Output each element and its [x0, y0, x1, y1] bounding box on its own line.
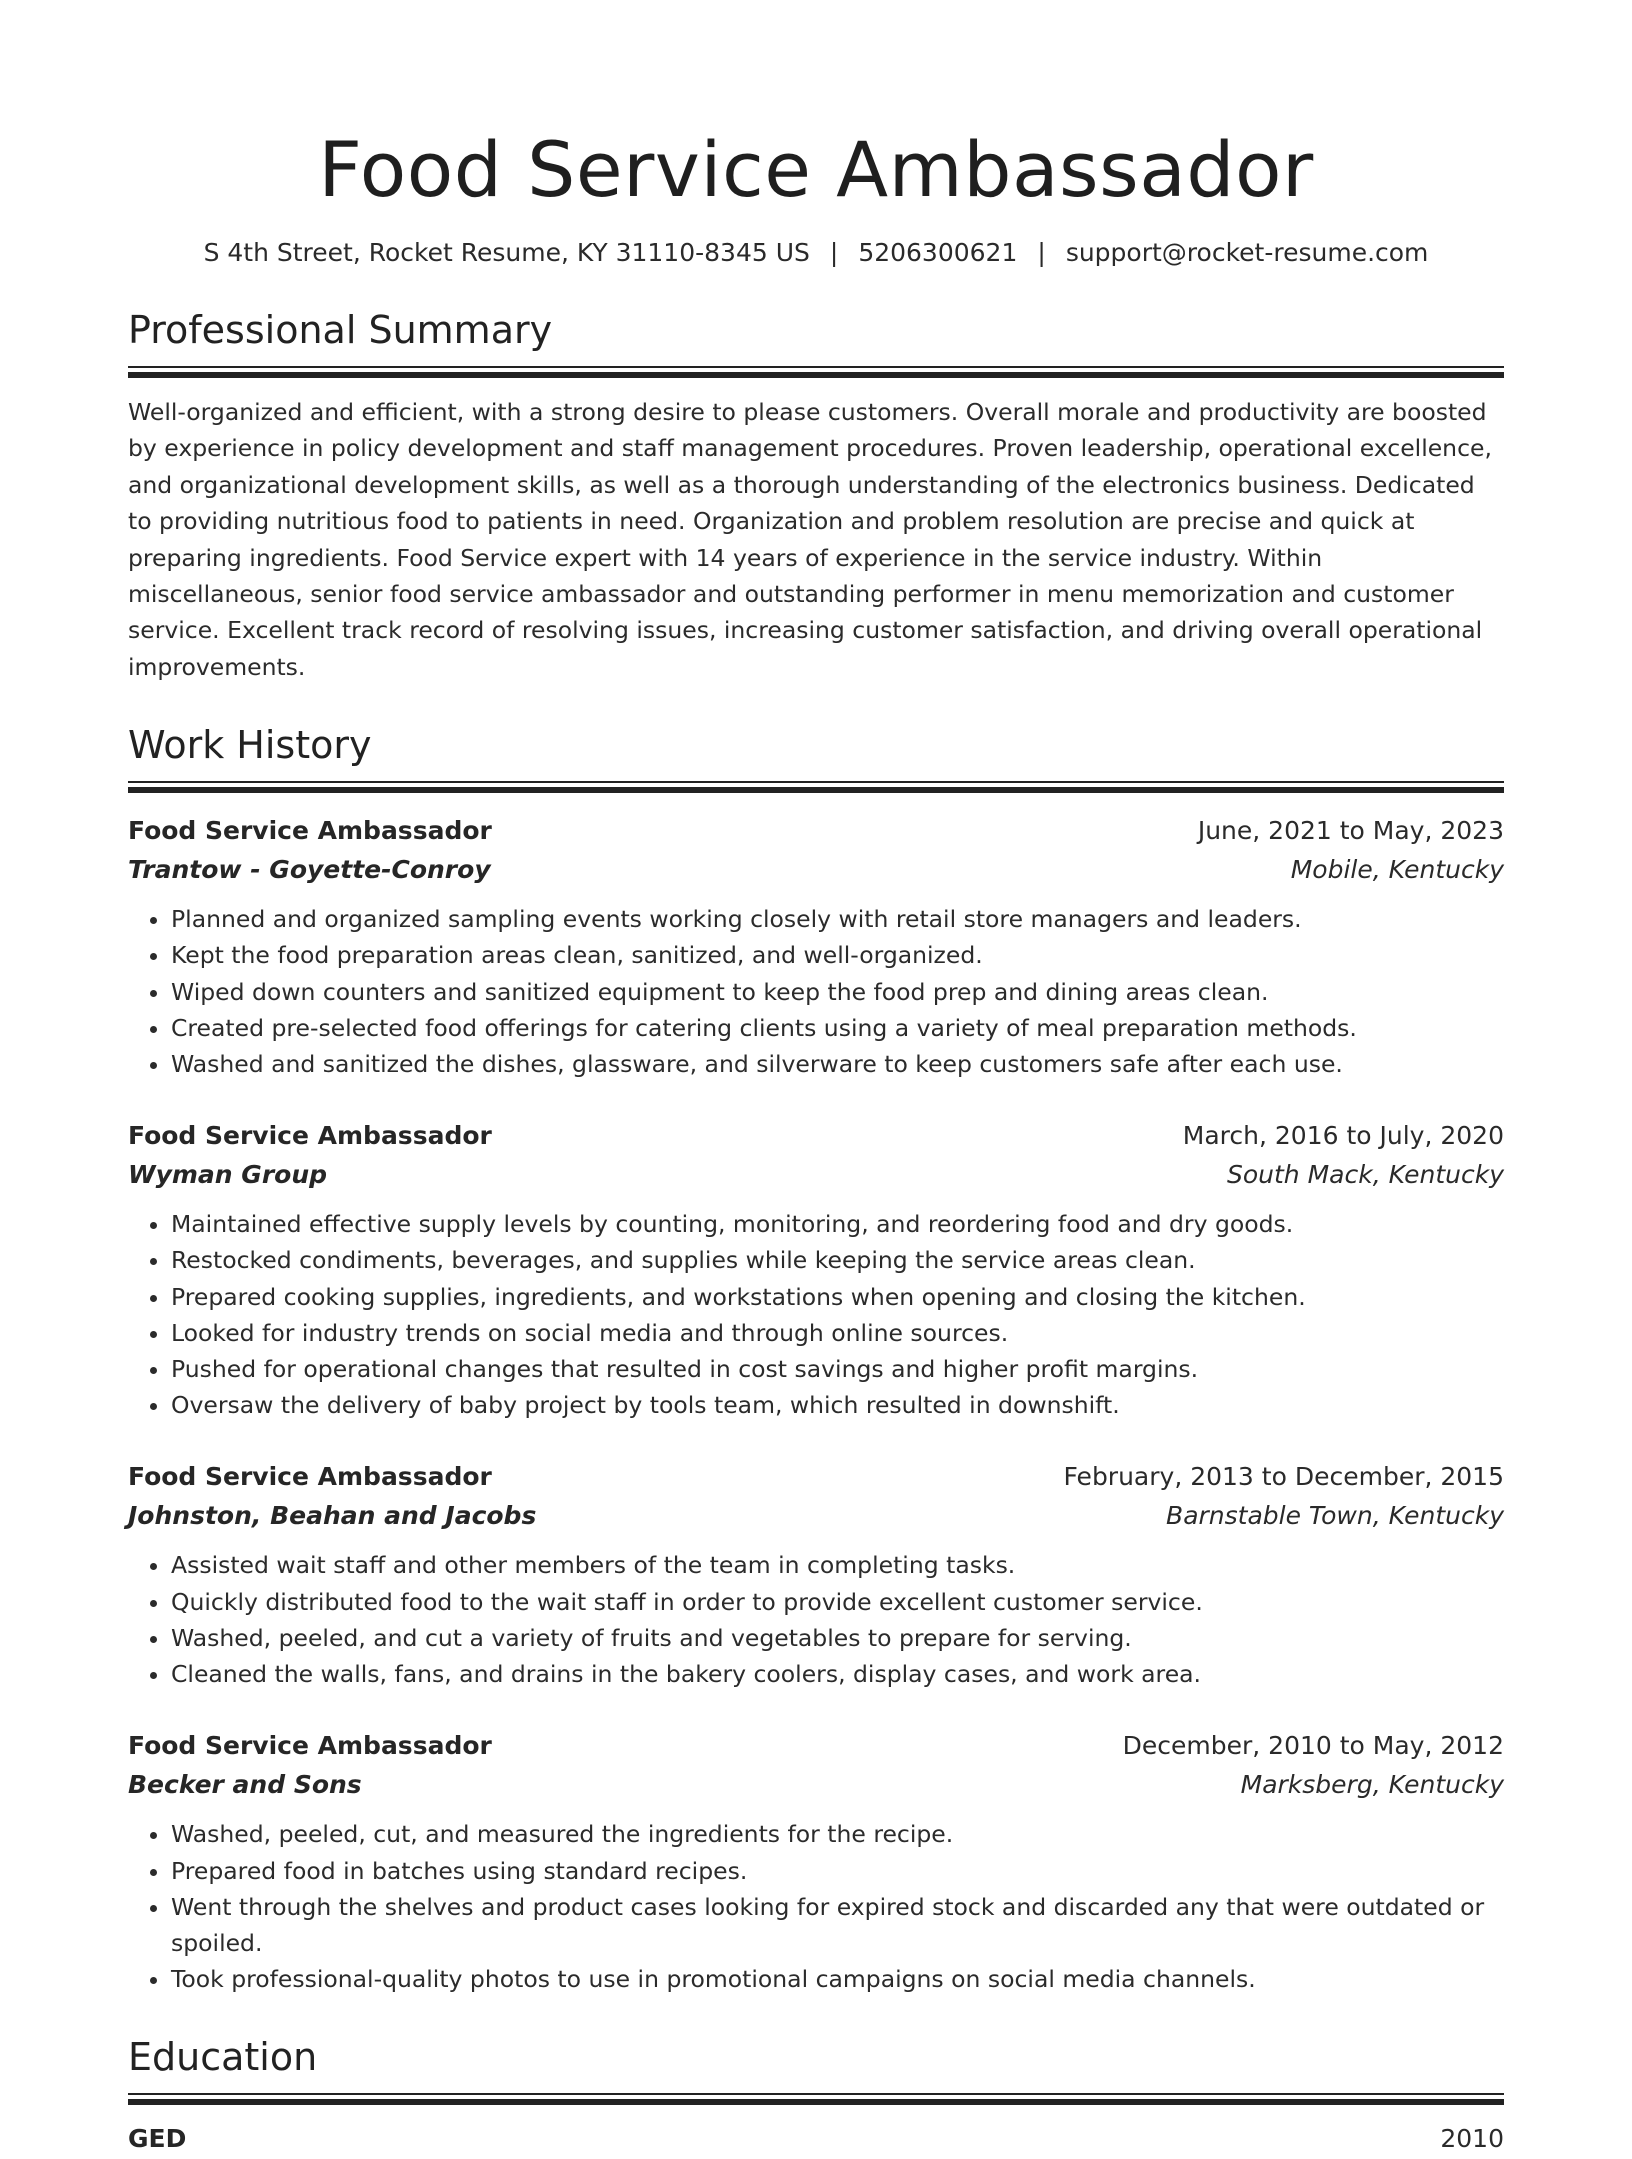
job-bullet: • Restocked condiments, beverages, and supplies while keeping the service areas clean.	[171, 1242, 1504, 1278]
job-title: Food Service Ambassador	[128, 1731, 492, 1761]
education-year: 2010	[1440, 2124, 1504, 2154]
contact-separator: |	[829, 238, 839, 267]
summary-section	[128, 306, 1504, 685]
job-entry	[128, 1457, 1504, 1692]
resume-title: Food Service Ambassador	[318, 125, 1314, 214]
job-bullet: • Created pre-selected food offerings for catering clients using a variety of meal preparation methods.	[171, 1010, 1504, 1046]
job-dates: June, 2021 to May, 2023	[1197, 816, 1504, 846]
contact-address: S 4th Street, Rocket Resume, KY 31110-8345 US	[203, 238, 810, 267]
job-location: Mobile, Kentucky	[1290, 855, 1504, 885]
job-bullet: • Quickly distributed food to the wait staff in order to provide excellent customer service.	[171, 1584, 1504, 1620]
contact-phone: 5206300621	[858, 238, 1018, 267]
job-bullet: • Cleaned the walls, fans, and drains in the bakery coolers, display cases, and work area.	[171, 1656, 1504, 1692]
education-section	[128, 2033, 1504, 2159]
job-company: Trantow - Goyette-Conroy	[128, 855, 491, 885]
job-bullets	[128, 1206, 1504, 1423]
job-title: Food Service Ambassador	[128, 816, 492, 846]
job-bullet: • Prepared food in batches using standard recipes.	[171, 1853, 1504, 1889]
job-bullet: • Washed and sanitized the dishes, glassware, and silverware to keep customers safe after each use.	[171, 1046, 1504, 1082]
job-dates: February, 2013 to December, 2015	[1063, 1462, 1504, 1492]
job-bullet: • Maintained effective supply levels by counting, monitoring, and reordering food and dry goods.	[171, 1206, 1504, 1242]
job-dates: December, 2010 to May, 2012	[1122, 1731, 1504, 1761]
resume-page	[128, 0, 1504, 2159]
contact-email: support@rocket-resume.com	[1065, 238, 1429, 267]
job-bullet: • Took professional-quality photos to use in promotional campaigns on social media channels.	[171, 1961, 1504, 1997]
job-bullet: • Went through the shelves and product cases looking for expired stock and discarded any that were outdated or spoiled.	[171, 1889, 1504, 1961]
section-divider	[128, 2093, 1504, 2105]
job-entry	[128, 811, 1504, 1082]
job-bullet: • Looked for industry trends on social media and through online sources.	[171, 1315, 1504, 1351]
section-heading-education: Education	[128, 2035, 318, 2080]
job-bullet: • Planned and organized sampling events working closely with retail store managers and leaders.	[171, 901, 1504, 937]
job-bullet: • Kept the food preparation areas clean, sanitized, and well-organized.	[171, 937, 1504, 973]
job-bullet: • Assisted wait staff and other members of the team in completing tasks.	[171, 1547, 1504, 1583]
job-dates: March, 2016 to July, 2020	[1182, 1121, 1504, 1151]
job-title: Food Service Ambassador	[128, 1121, 492, 1151]
job-company: Becker and Sons	[128, 1770, 362, 1800]
job-company: Johnston, Beahan and Jacobs	[128, 1501, 537, 1531]
job-company: Wyman Group	[128, 1160, 328, 1190]
job-bullet: • Oversaw the delivery of baby project by tools team, which resulted in downshift.	[171, 1387, 1504, 1423]
section-divider	[128, 366, 1504, 378]
job-bullet: • Prepared cooking supplies, ingredients, and workstations when opening and closing the kitchen.	[171, 1279, 1504, 1315]
contact-separator: |	[1037, 238, 1046, 267]
job-location: South Mack, Kentucky	[1226, 1160, 1504, 1190]
job-bullet: • Washed, peeled, cut, and measured the ingredients for the recipe.	[171, 1816, 1504, 1852]
section-heading-work-history: Work History	[128, 723, 372, 768]
education-degree: GED	[128, 2124, 187, 2154]
section-divider	[128, 781, 1504, 793]
job-location: Marksberg, Kentucky	[1240, 1770, 1504, 1800]
job-entry	[128, 1116, 1504, 1423]
summary-text: Well-organized and efficient, with a strong desire to please customers. Overall morale and productivity are boosted by experience in policy development and staff management procedures. Proven leadership, operational excellence, and organizational development skills, as well as a thorough understanding of the electronics business. Dedicated to providing nutritious food to patients in need. Organization and problem resolution are precise and quick at preparing ingredients. Food Service expert with 14 years of experience in the service industry. Within miscellaneous, senior food service ambassador and outstanding performer in menu memorization and customer service. Excellent track record of resolving issues, increasing customer satisfaction, and driving overall operational improvements.	[128, 398, 1492, 681]
section-heading-summary: Professional Summary	[128, 308, 553, 352]
job-bullets	[128, 901, 1504, 1082]
job-entry	[128, 1726, 1504, 1997]
work-history-section	[128, 721, 1504, 1997]
job-bullets	[128, 1547, 1504, 1692]
job-title: Food Service Ambassador	[128, 1462, 492, 1492]
job-bullets	[128, 1816, 1504, 1997]
contact-line	[128, 236, 1504, 270]
job-bullet: • Wiped down counters and sanitized equipment to keep the food prep and dining areas clean.	[171, 974, 1504, 1010]
job-location: Barnstable Town, Kentucky	[1166, 1501, 1504, 1531]
job-bullet: • Pushed for operational changes that resulted in cost savings and higher profit margins.	[171, 1351, 1504, 1387]
job-bullet: • Washed, peeled, and cut a variety of fruits and vegetables to prepare for serving.	[171, 1620, 1504, 1656]
